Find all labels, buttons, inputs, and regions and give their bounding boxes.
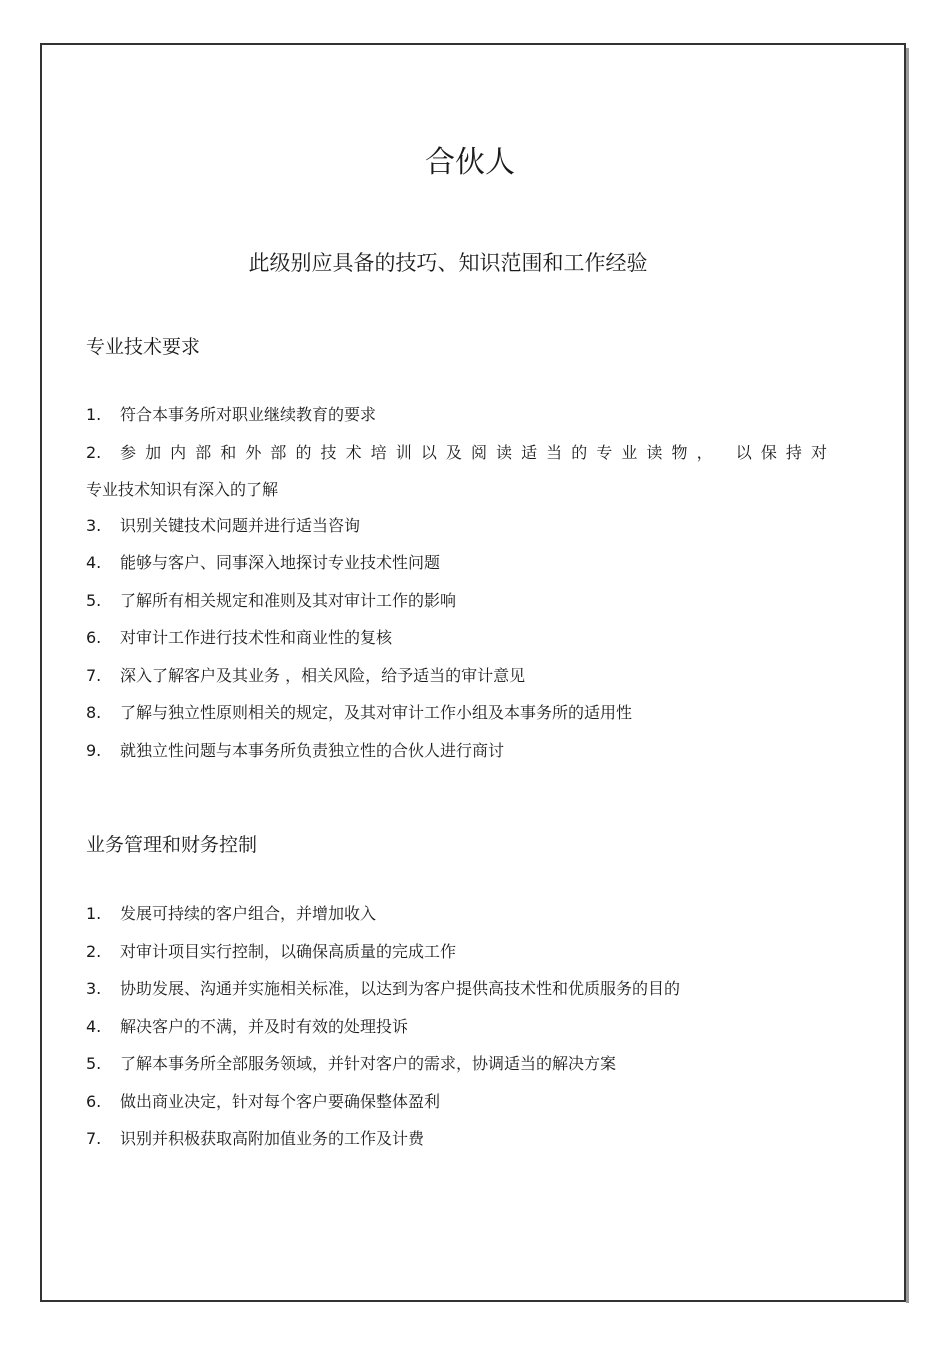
- list-item: [86, 901, 831, 927]
- list-item: [86, 625, 831, 651]
- list-item: [86, 700, 831, 726]
- item-text: 识别关键技术问题并进行适当咨询: [120, 515, 361, 535]
- item-number: 5.: [86, 1054, 102, 1073]
- item-number: 3.: [86, 515, 102, 535]
- list-item: [86, 402, 831, 428]
- item-text: 就独立性问题与本事务所负责独立性的合伙人进行商讨: [120, 740, 505, 760]
- item-text: 识别并积极获取高附加值业务的工作及计费: [120, 1129, 425, 1148]
- item-text: 协助发展、沟通并实施相关标准，以达到为客户提供高技术性和优质服务的目的: [120, 979, 681, 998]
- item-number: 6.: [86, 628, 102, 647]
- list-item: [86, 663, 831, 689]
- item-number: 2.: [86, 941, 102, 961]
- item-number: 6.: [86, 1091, 102, 1111]
- item-number: 2.: [86, 442, 102, 462]
- item-text: 解决客户的不满，并及时有效的处理投诉: [120, 1016, 409, 1036]
- list-item: [86, 1014, 831, 1040]
- item-number: 1.: [86, 904, 102, 923]
- item-text: 发展可持续的客户组合，并增加收入: [120, 904, 377, 923]
- item-number: 4.: [86, 553, 102, 572]
- item-text: 做出商业决定，针对每个客户要确保整体盈利: [120, 1091, 441, 1111]
- item-number: 9.: [86, 740, 102, 760]
- list-item: [86, 939, 831, 965]
- item-text: 了解本事务所全部服务领域，并针对客户的需求，协调适当的解决方案: [120, 1054, 617, 1073]
- section-heading-business: 业务管理和财务控制: [86, 834, 258, 856]
- section-heading-technical: 专业技术要求: [86, 336, 201, 358]
- list-item: [86, 513, 831, 539]
- list-item: [86, 1051, 831, 1077]
- item-number: 3.: [86, 979, 102, 998]
- item-text: 对审计工作进行技术性和商业性的复核: [120, 628, 393, 647]
- list-item: [86, 1126, 831, 1152]
- item-text-continuation: 专业技术知识有深入的了解: [86, 479, 279, 499]
- item-text: 参加内部和外部的技术培训以及阅读适当的专业读物， 以保持对: [120, 442, 831, 462]
- item-number: 7.: [86, 665, 102, 685]
- document-title: 合伙人: [425, 145, 515, 180]
- item-text: 符合本事务所对职业继续教育的要求: [120, 405, 377, 424]
- item-number: 8.: [86, 703, 102, 722]
- list-item: [86, 1089, 831, 1115]
- item-text: 深入了解客户及其业务 ，相关风险，给予适当的审计意见: [120, 665, 526, 685]
- list-item: [86, 434, 831, 508]
- list-item: [86, 738, 831, 764]
- technical-requirements-list: [86, 402, 831, 775]
- item-text: 了解所有相关规定和准则及其对审计工作的影响: [120, 590, 457, 610]
- item-text: 能够与客户、同事深入地探讨专业技术性问题: [120, 553, 441, 572]
- business-management-list: [86, 901, 831, 1164]
- item-number: 1.: [86, 405, 102, 424]
- document-subtitle: 此级别应具备的技巧、知识范围和工作经验: [248, 251, 648, 275]
- item-number: 4.: [86, 1016, 102, 1036]
- item-number: 5.: [86, 590, 102, 610]
- list-item: [86, 550, 831, 576]
- item-number: 7.: [86, 1129, 102, 1148]
- list-item: [86, 588, 831, 614]
- item-text: 对审计项目实行控制，以确保高质量的完成工作: [120, 941, 457, 961]
- item-text: 了解与独立性原则相关的规定，及其对审计工作小组及本事务所的适用性: [120, 703, 633, 722]
- list-item: [86, 976, 831, 1002]
